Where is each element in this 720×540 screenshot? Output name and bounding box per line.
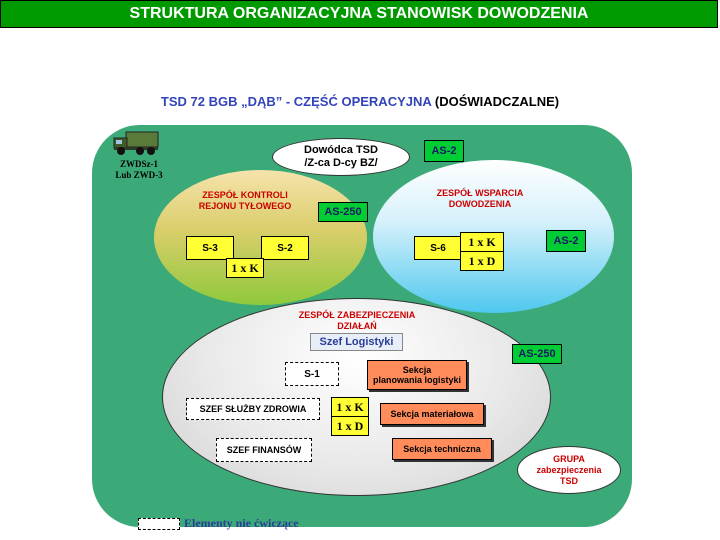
kontrola-title <box>180 190 310 212</box>
zabezpieczenie-title-line2: DZIAŁAŃ <box>337 321 377 331</box>
subtitle-suffix: (DOŚWIADCZALNE) <box>431 94 560 109</box>
s3-box <box>186 236 234 260</box>
vehicle-label-line2: Lub ZWD-3 <box>115 170 163 180</box>
wsparcie-1xd-box <box>460 251 504 271</box>
vehicle-label <box>104 159 174 181</box>
wsparcie-1xk-box <box>460 232 504 252</box>
grupa-line3: TSD <box>560 475 578 486</box>
grupa-line1: GRUPA <box>553 453 585 464</box>
as2-right-label: AS-2 <box>553 235 579 247</box>
as250-left-label: AS-250 <box>324 206 362 218</box>
zabezpieczenie-1xd-label: 1 x D <box>336 418 364 433</box>
sekcja-planowania-box <box>367 360 467 390</box>
sekcja-planowania-line1: Sekcja <box>402 365 432 375</box>
sekcja-planowania-line2: planowania logistyki <box>372 375 462 385</box>
s2-box <box>261 236 309 260</box>
wsparcie-1xd-label: 1 x D <box>468 253 496 268</box>
subtitle-main: TSD 72 BGB „DĄB” - CZĘŚĆ OPERACYJNA <box>160 94 432 109</box>
wsparcie-title <box>410 188 550 210</box>
legend-swatch <box>138 518 180 530</box>
page-title-bar <box>0 0 718 28</box>
szef-zdrowia-label: SZEF SŁUŻBY ZDROWIA <box>199 404 307 414</box>
zabezpieczenie-1xd-box <box>331 416 369 436</box>
diagram-subtitle <box>0 94 720 109</box>
kontrola-title-line2: REJONU TYŁOWEGO <box>198 201 292 211</box>
kontrola-1xk-label: 1 x K <box>231 260 259 275</box>
s6-label: S-6 <box>430 242 446 254</box>
s1-box <box>285 362 339 386</box>
as2-top-box <box>424 140 464 162</box>
dowodca-line1: Dowódca TSD <box>304 144 378 156</box>
zabezpieczenie-1xk-label: 1 x K <box>336 399 364 414</box>
grupa-node <box>517 446 621 494</box>
s6-box <box>414 236 462 260</box>
page-title: STRUKTURA ORGANIZACYJNA STANOWISK DOWODZENIA <box>129 5 589 22</box>
s2-label: S-2 <box>277 242 293 254</box>
wsparcie-title-line2: DOWODZENIA <box>448 199 512 209</box>
zabezpieczenie-1xk-box <box>331 397 369 417</box>
szef-logistyki-label: Szef Logistyki <box>319 336 394 348</box>
as250-bottom-label: AS-250 <box>518 348 556 360</box>
as250-bottom-box <box>512 344 562 364</box>
s3-label: S-3 <box>202 242 218 254</box>
zabezpieczenie-title-line1: ZESPÓŁ ZABEZPIECZENIA <box>298 310 416 320</box>
zabezpieczenie-title <box>282 310 432 332</box>
truck-icon <box>112 130 160 156</box>
legend-label: Elementy nie ćwiczące <box>184 516 299 530</box>
dowodca-line2: /Z-ca D-cy BZ/ <box>304 157 378 169</box>
szef-finansow-box <box>216 438 312 462</box>
wsparcie-1xk-label: 1 x K <box>468 234 496 249</box>
sekcja-techniczna-label: Sekcja techniczna <box>403 444 481 454</box>
s1-label: S-1 <box>304 368 320 380</box>
wsparcie-title-line1: ZESPÓŁ WSPARCIA <box>436 188 524 198</box>
szef-finansow-label: SZEF FINANSÓW <box>226 445 302 455</box>
as2-top-label: AS-2 <box>431 145 457 157</box>
as250-left-box <box>318 202 368 222</box>
sekcja-materialowa-box <box>380 403 484 425</box>
szef-logistyki <box>310 333 403 351</box>
grupa-line2: zabezpieczenia <box>536 464 602 475</box>
sekcja-techniczna-box <box>392 438 492 460</box>
dowodca-node <box>272 138 410 176</box>
vehicle-label-line1: ZWDSz-1 <box>120 159 158 169</box>
kontrola-title-line1: ZESPÓŁ KONTROLI <box>202 190 288 200</box>
as2-right-box <box>546 230 586 252</box>
kontrola-1xk-box <box>226 258 264 278</box>
szef-zdrowia-box <box>186 398 320 420</box>
sekcja-materialowa-label: Sekcja materiałowa <box>390 409 474 419</box>
